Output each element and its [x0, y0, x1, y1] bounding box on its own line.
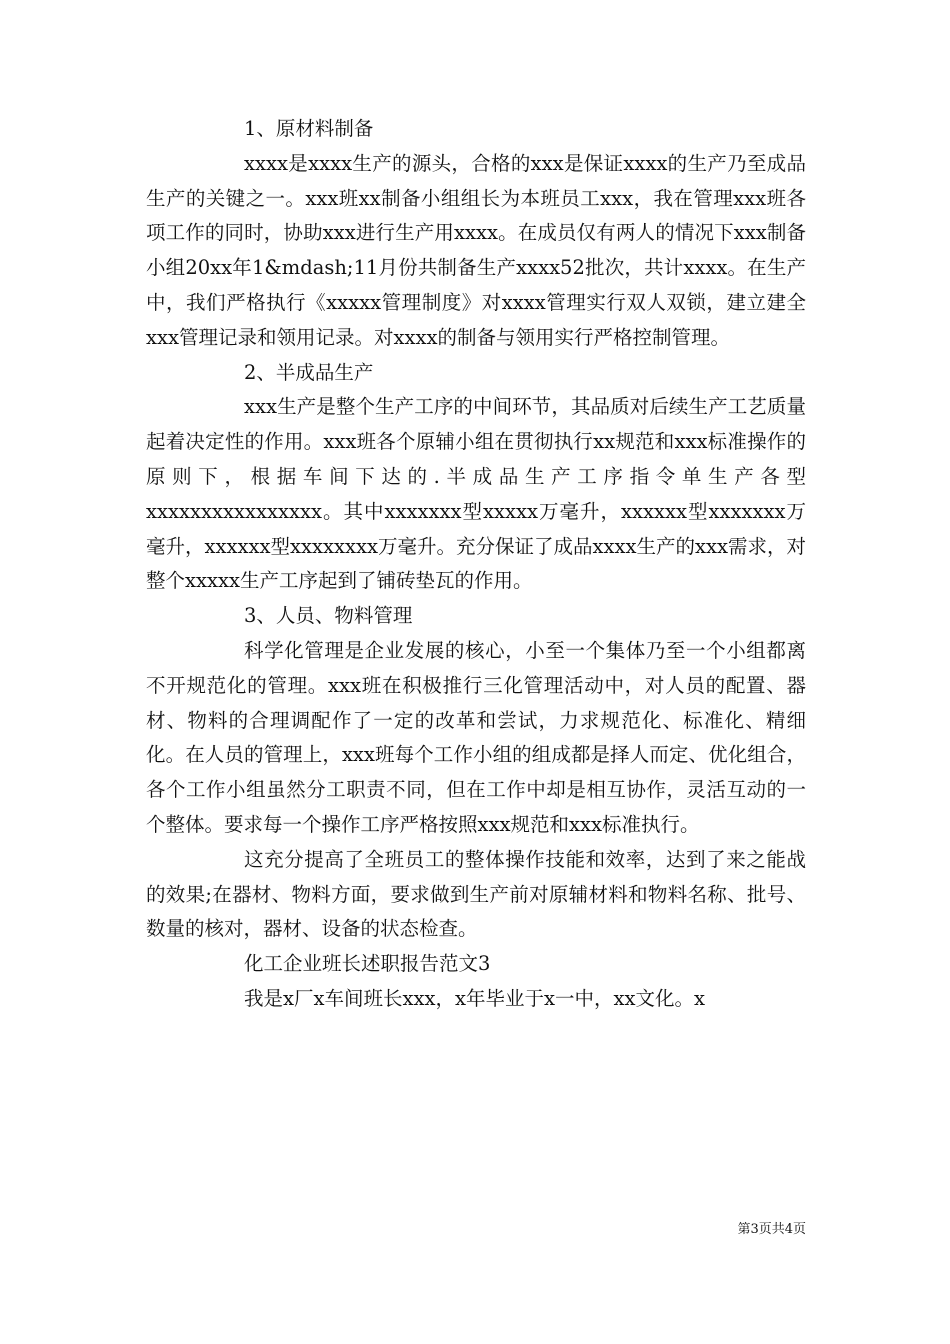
paragraph-efficiency: 这充分提高了全班员工的整体操作技能和效率，达到了来之能战的效果;在器材、物料方面，要求做到生产前对原辅材料和物料名称、批号、数量的核对，器材、设备的状态检查。 — [146, 847, 806, 941]
paragraph-introduction: 我是x厂x车间班长xxx，x年毕业于x一中，xx文化。x — [244, 986, 705, 1010]
paragraph-personnel: 科学化管理是企业发展的核心，小至一个集体乃至一个小组都离不开规范化的管理。xxx班在积极推行三化管理活动中，对人员的配置、器材、物料的合理调配作了一定的改革和尝试，力求规范化、标准化、精细化。在人员的管理上，xxx班每个工作小组的组成都是择人而定、优化组合，各个工作小组虽然分工职责不同，但在工作中却是相互协作，灵活互动的一个整体。要求每一个操作工序严格按照xxx规范和xxx标准执行。 — [146, 638, 806, 836]
document-body — [146, 112, 806, 1017]
section-heading-raw-materials: 1、原材料制备 — [244, 117, 374, 140]
section-heading-personnel: 3、人员、物料管理 — [244, 604, 413, 628]
section-heading-semi-finished: 2、半成品生产 — [244, 360, 374, 384]
paragraph-semi-finished: xxx生产是整个生产工序的中间环节，其品质对后续生产工艺质量起着决定性的作用。xxx班各个原辅小组在贯彻执行xx规范和xxx标准操作的原则下，根据车间下达的.半成品生产工序指令单生产各型xxxxxxxxxxxxxxxx。其中xxxxxxx型xxxxx万毫升，xxxxxx型xxxxxxx万毫升，xxxxxx型xxxxxxxx万毫升。充分保证了成品xxxx生产的xxx需求，对整个xxxxx生产工序起到了铺砖垫瓦的作用。 — [146, 395, 806, 593]
page-number: 第3页共4页 — [737, 1222, 806, 1237]
report-title: 化工企业班长述职报告范文3 — [244, 952, 491, 976]
paragraph-raw-materials: xxxx是xxxx生产的源头，合格的xxx是保证xxxx的生产乃至成品生产的关键之一。xxx班xx制备小组组长为本班员工xxx，我在管理xxx班各项工作的同时，协助xxx进行生产用xxxx。在成员仅有两人的情况下xxx制备小组20xx年1&mdash;11月份共制备生产xxxx52批次，共计xxxx。在生产中，我们严格执行《xxxxx管理制度》对xxxx管理实行双人双锁，建立建全xxx管理记录和领用记录。对xxxx的制备与领用实行严格控制管理。 — [146, 151, 806, 349]
